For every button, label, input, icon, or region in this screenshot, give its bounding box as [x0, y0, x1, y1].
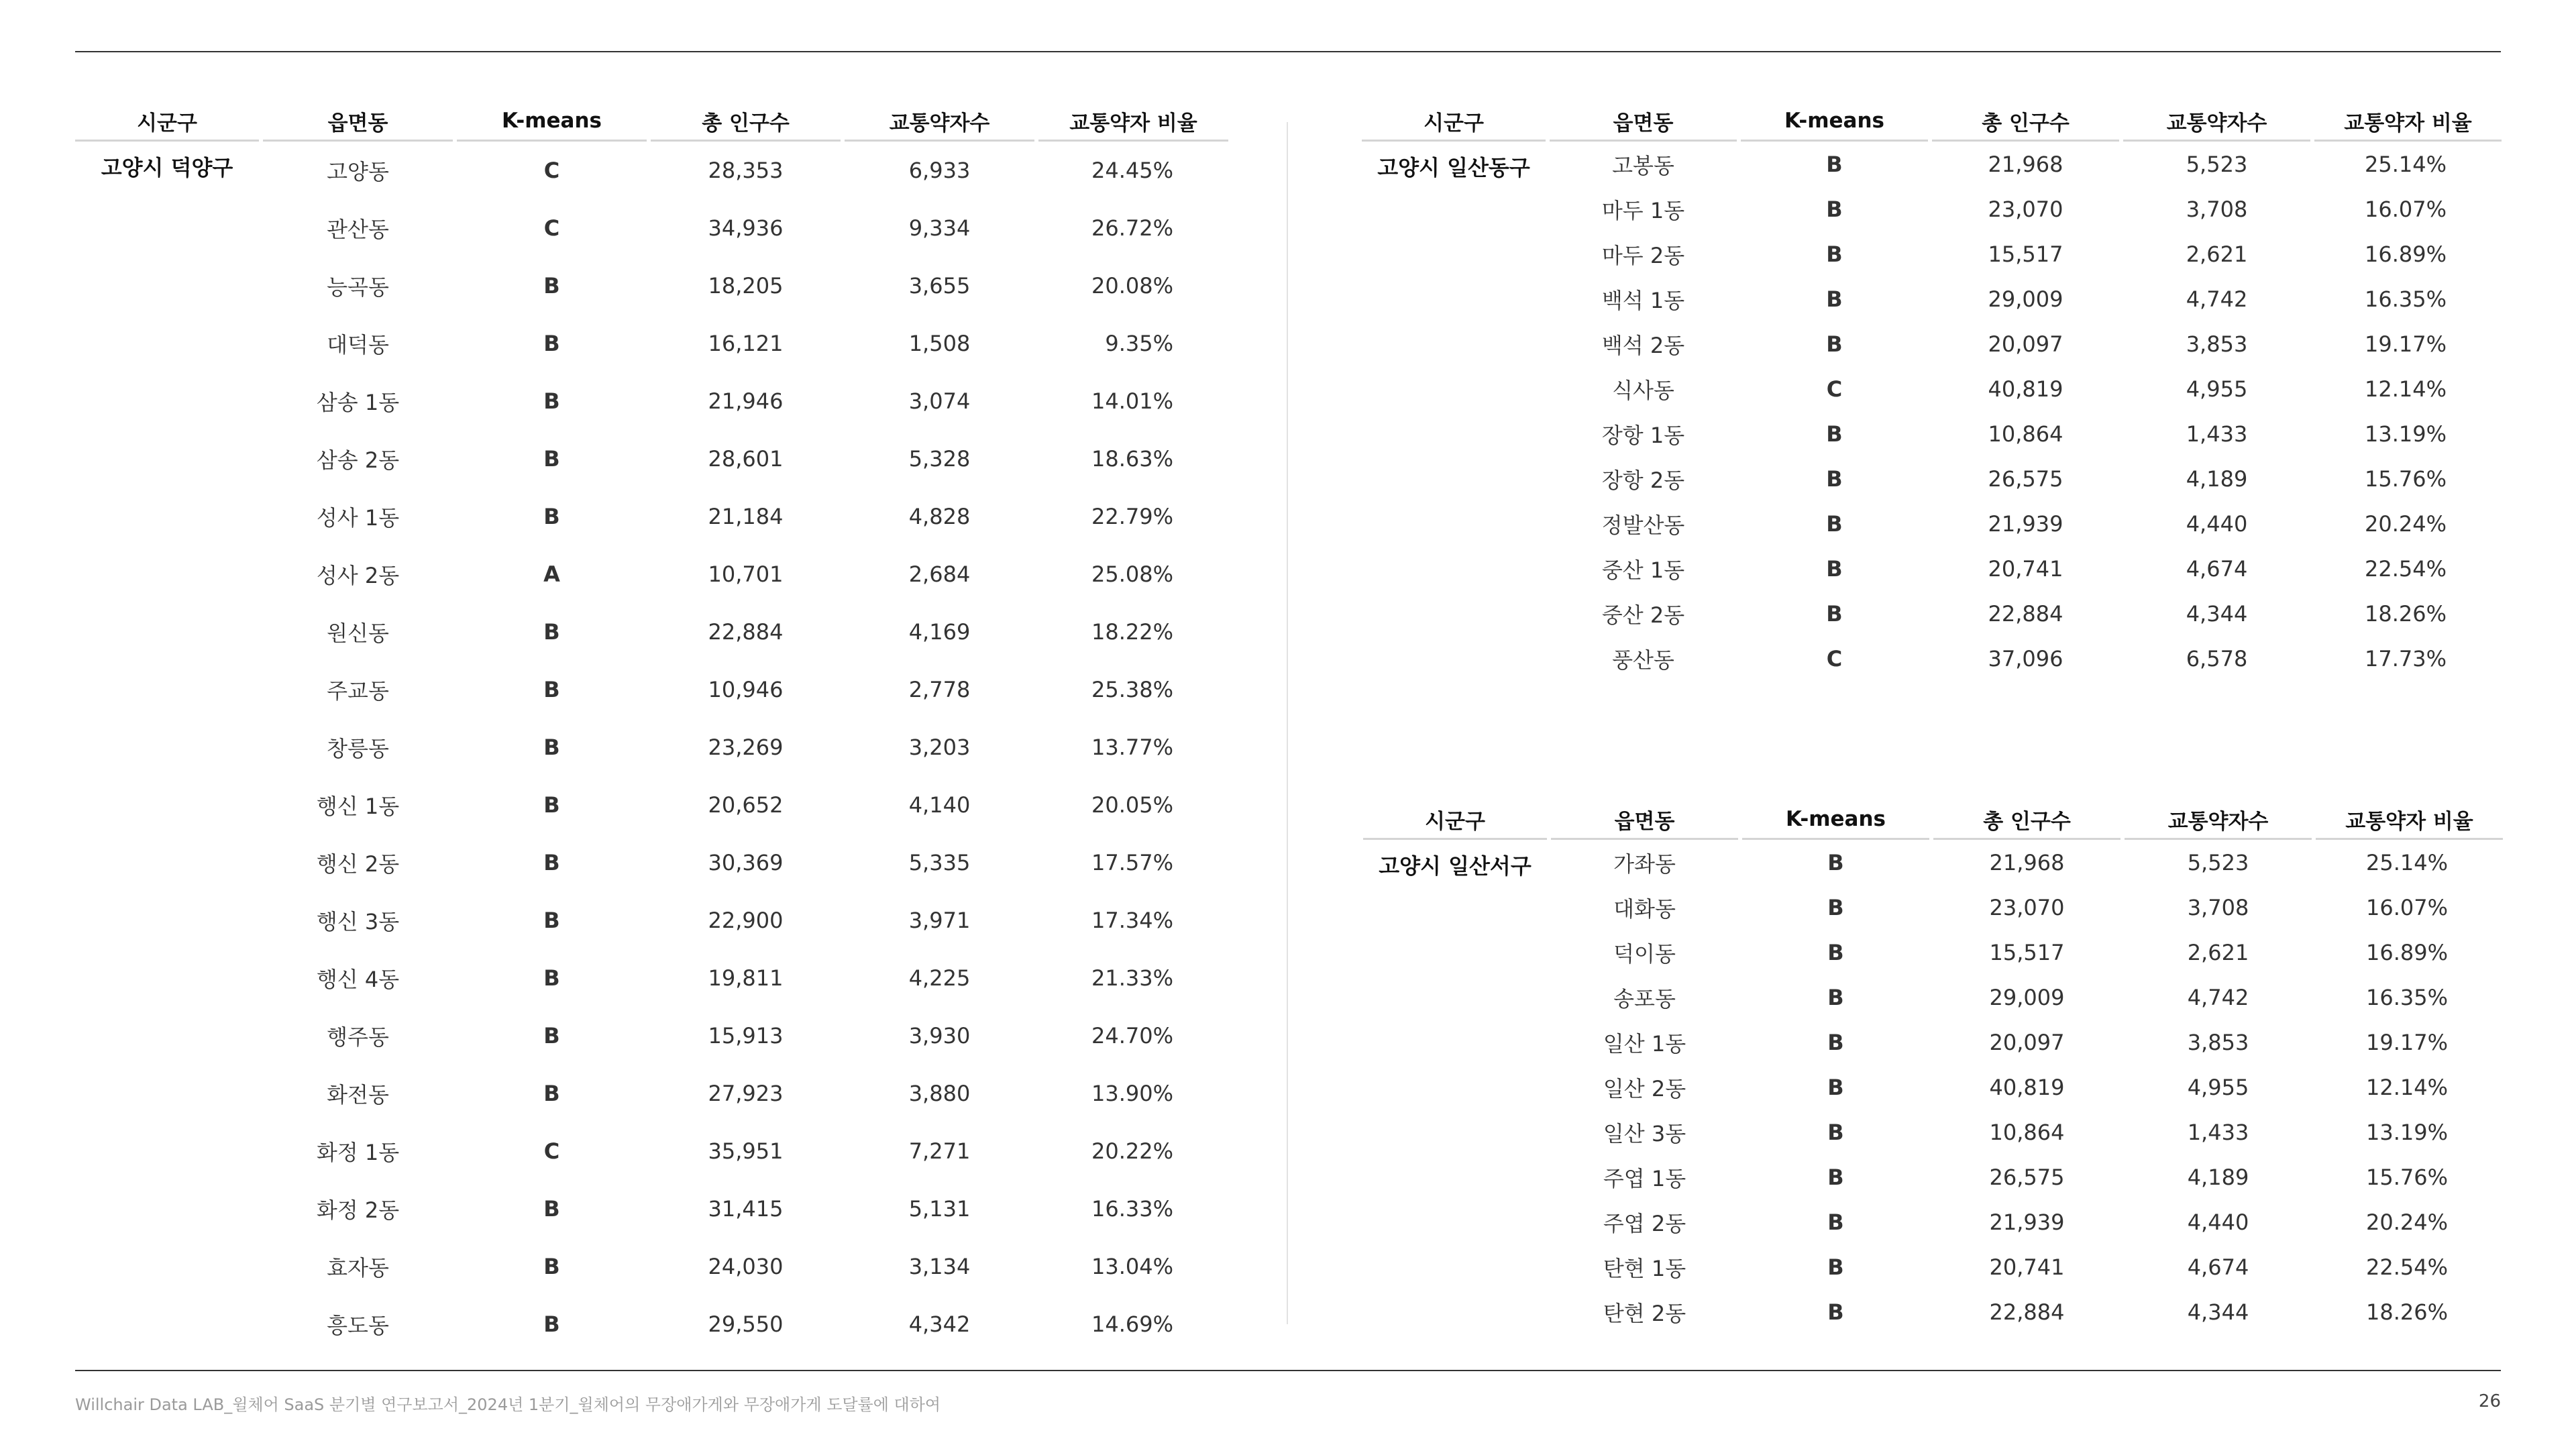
kmeans-cell: C — [543, 215, 560, 241]
kmeans-cell: B — [543, 504, 560, 529]
vulnerable-ratio-cell: 16.89% — [2364, 241, 2447, 267]
kmeans-cell: B — [1826, 600, 1843, 627]
population-cell: 21,968 — [1988, 151, 2063, 177]
population-cell: 23,070 — [1988, 196, 2063, 222]
eupmyeondong-cell: 고봉동 — [1612, 152, 1674, 178]
population-cell: 35,951 — [708, 1138, 784, 1164]
population-cell: 40,819 — [1988, 376, 2063, 402]
population-cell: 26,575 — [1988, 466, 2063, 492]
vulnerable-ratio-cell: 16.35% — [2365, 984, 2448, 1010]
eupmyeondong-cell: 풍산동 — [1612, 647, 1674, 673]
eupmyeondong-cell: 화정 1동 — [316, 1140, 400, 1165]
vulnerable-count-cell: 2,684 — [908, 561, 971, 587]
kmeans-cell: B — [1827, 939, 1844, 965]
eupmyeondong-cell: 효자동 — [327, 1255, 389, 1281]
kmeans-cell: B — [543, 619, 560, 645]
population-cell: 19,811 — [708, 965, 784, 991]
population-cell: 10,864 — [1989, 1119, 2065, 1145]
vulnerable-count-cell: 5,328 — [908, 446, 971, 472]
population-cell: 31,415 — [708, 1196, 784, 1222]
kmeans-cell: B — [1826, 555, 1843, 582]
eupmyeondong-cell: 대화동 — [1613, 896, 1676, 922]
population-cell: 21,968 — [1989, 849, 2065, 875]
vulnerable-count-cell: 4,169 — [908, 619, 971, 645]
kmeans-cell: B — [1826, 466, 1843, 492]
vulnerable-ratio-cell: 18.22% — [1091, 619, 1173, 645]
vulnerable-ratio-cell: 18.63% — [1091, 446, 1173, 472]
population-cell: 40,819 — [1989, 1074, 2065, 1100]
vulnerable-count-cell: 5,523 — [2187, 849, 2249, 875]
vulnerable-count-cell: 4,342 — [908, 1311, 971, 1337]
vulnerable-ratio-cell: 19.17% — [2364, 331, 2447, 357]
vulnerable-ratio-cell: 16.07% — [2365, 894, 2448, 920]
eupmyeondong-cell: 덕이동 — [1613, 941, 1676, 967]
kmeans-cell: B — [543, 1023, 560, 1049]
vulnerable-count-cell: 5,335 — [908, 850, 971, 875]
header-transport-vulnerable: 교통약자수 — [2125, 800, 2312, 840]
vulnerable-ratio-cell: 14.69% — [1091, 1311, 1173, 1337]
eupmyeondong-cell: 마두 1동 — [1601, 197, 1685, 223]
population-cell: 22,884 — [1988, 600, 2063, 627]
kmeans-cell: A — [543, 561, 560, 587]
vulnerable-count-cell: 4,344 — [2186, 600, 2248, 627]
vulnerable-count-cell: 7,271 — [908, 1138, 971, 1164]
eupmyeondong-cell: 백석 2동 — [1601, 332, 1685, 358]
kmeans-cell: B — [543, 677, 560, 702]
population-cell: 15,517 — [1988, 241, 2063, 267]
vulnerable-count-cell: 1,433 — [2187, 1119, 2249, 1145]
vulnerable-ratio-cell: 16.35% — [2364, 286, 2447, 312]
vulnerable-ratio-cell: 22.54% — [2364, 555, 2447, 582]
vulnerable-ratio-cell: 15.76% — [2365, 1164, 2448, 1190]
vulnerable-ratio-cell: 25.14% — [2365, 849, 2448, 875]
eupmyeondong-cell: 장항 2동 — [1601, 467, 1685, 493]
vulnerable-count-cell: 4,440 — [2186, 511, 2248, 537]
header-row — [1363, 800, 2503, 840]
eupmyeondong-cell: 중산 2동 — [1601, 602, 1685, 628]
population-cell: 22,900 — [708, 908, 784, 933]
vulnerable-ratio-cell: 22.54% — [2365, 1254, 2448, 1280]
vulnerable-ratio-cell: 13.77% — [1091, 735, 1173, 760]
header-vulnerable-ratio: 교통약자 비율 — [2316, 800, 2503, 840]
eupmyeondong-cell: 주엽 2동 — [1603, 1210, 1686, 1236]
table-deogyang — [71, 102, 1232, 1353]
vulnerable-ratio-cell: 9.35% — [1105, 331, 1173, 356]
vulnerable-ratio-cell: 16.89% — [2365, 939, 2448, 965]
vulnerable-count-cell: 9,334 — [908, 215, 971, 241]
kmeans-cell: B — [1826, 421, 1843, 447]
kmeans-cell: B — [1827, 894, 1844, 920]
vulnerable-count-cell: 5,523 — [2186, 151, 2248, 177]
vulnerable-count-cell: 3,853 — [2186, 331, 2248, 357]
header-kmeans: K-means — [457, 102, 647, 142]
eupmyeondong-cell: 화정 2동 — [316, 1197, 400, 1223]
vulnerable-count-cell: 4,955 — [2187, 1074, 2249, 1100]
kmeans-cell: B — [1826, 241, 1843, 267]
eupmyeondong-cell: 흥도동 — [327, 1313, 389, 1338]
population-cell: 23,070 — [1989, 894, 2065, 920]
eupmyeondong-cell: 식사동 — [1612, 377, 1674, 403]
kmeans-cell: B — [543, 1196, 560, 1222]
vulnerable-count-cell: 4,828 — [908, 504, 971, 529]
header-sigungu: 시군구 — [1362, 102, 1546, 142]
eupmyeondong-cell: 행신 2동 — [316, 851, 400, 877]
vulnerable-count-cell: 4,140 — [908, 792, 971, 818]
eupmyeondong-cell: 행신 4동 — [316, 967, 400, 992]
eupmyeondong-cell: 삼송 2동 — [316, 447, 400, 473]
vulnerable-count-cell: 3,880 — [908, 1081, 971, 1106]
vulnerable-count-cell: 2,778 — [908, 677, 971, 702]
kmeans-cell: B — [543, 1311, 560, 1337]
header-population: 총 인구수 — [1933, 800, 2121, 840]
kmeans-cell: B — [1826, 511, 1843, 537]
vulnerable-ratio-cell: 16.33% — [1091, 1196, 1173, 1222]
vulnerable-ratio-cell: 13.19% — [2365, 1119, 2448, 1145]
vulnerable-ratio-cell: 26.72% — [1091, 215, 1173, 241]
population-cell: 29,009 — [1988, 286, 2063, 312]
vulnerable-ratio-cell: 14.01% — [1091, 388, 1173, 414]
eupmyeondong-cell: 능곡동 — [327, 274, 389, 300]
kmeans-cell: B — [543, 446, 560, 472]
population-cell: 28,353 — [708, 158, 784, 183]
header-kmeans: K-means — [1742, 800, 1929, 840]
population-cell: 34,936 — [708, 215, 784, 241]
vulnerable-ratio-cell: 24.70% — [1091, 1023, 1173, 1049]
eupmyeondong-cell: 성사 2동 — [316, 563, 400, 588]
vulnerable-count-cell: 4,955 — [2186, 376, 2248, 402]
header-eupmyeondong: 읍면동 — [1551, 800, 1738, 840]
vulnerable-count-cell: 4,189 — [2186, 466, 2248, 492]
table-row — [75, 142, 1228, 199]
population-cell: 30,369 — [708, 850, 784, 875]
vulnerable-ratio-cell: 25.38% — [1091, 677, 1173, 702]
population-cell: 21,946 — [708, 388, 784, 414]
eupmyeondong-cell: 마두 2동 — [1601, 242, 1685, 268]
kmeans-cell: B — [1827, 1299, 1844, 1325]
population-cell: 16,121 — [708, 331, 784, 356]
kmeans-cell: B — [543, 1081, 560, 1106]
vulnerable-ratio-cell: 20.08% — [1091, 273, 1173, 299]
header-kmeans: K-means — [1741, 102, 1928, 142]
kmeans-cell: B — [543, 273, 560, 299]
header-population: 총 인구수 — [651, 102, 841, 142]
eupmyeondong-cell: 일산 2동 — [1603, 1075, 1686, 1102]
population-cell: 10,864 — [1988, 421, 2063, 447]
eupmyeondong-cell: 송포동 — [1613, 985, 1676, 1012]
population-cell: 21,939 — [1988, 511, 2063, 537]
vulnerable-count-cell: 3,930 — [908, 1023, 971, 1049]
kmeans-cell: B — [543, 792, 560, 818]
top-rule — [75, 51, 2501, 52]
eupmyeondong-cell: 일산 3동 — [1603, 1120, 1686, 1146]
population-cell: 24,030 — [708, 1254, 784, 1279]
kmeans-cell: B — [543, 735, 560, 760]
eupmyeondong-cell: 행주동 — [327, 1024, 389, 1050]
vulnerable-count-cell: 4,742 — [2187, 984, 2249, 1010]
vulnerable-count-cell: 3,134 — [908, 1254, 971, 1279]
population-cell: 21,939 — [1989, 1209, 2065, 1235]
eupmyeondong-cell: 탄현 2동 — [1603, 1300, 1686, 1326]
sigungu-cell: 고양시 덕양구 — [101, 155, 233, 180]
vulnerable-ratio-cell: 22.79% — [1091, 504, 1173, 529]
eupmyeondong-cell: 삼송 1동 — [316, 390, 400, 415]
vulnerable-count-cell: 3,971 — [908, 908, 971, 933]
vulnerable-count-cell: 2,621 — [2187, 939, 2249, 965]
population-cell: 10,701 — [708, 561, 784, 587]
vulnerable-count-cell: 3,655 — [908, 273, 971, 299]
vulnerable-ratio-cell: 20.22% — [1091, 1138, 1173, 1164]
eupmyeondong-cell: 주교동 — [327, 678, 389, 704]
eupmyeondong-cell: 정발산동 — [1601, 512, 1685, 538]
table-row — [1362, 142, 2502, 186]
table-ilsan-seo — [1359, 800, 2507, 1334]
kmeans-cell: B — [543, 388, 560, 414]
population-cell: 15,517 — [1989, 939, 2065, 965]
population-cell: 28,601 — [708, 446, 784, 472]
vulnerable-ratio-cell: 12.14% — [2364, 376, 2447, 402]
population-cell: 23,269 — [708, 735, 784, 760]
population-cell: 37,096 — [1988, 645, 2063, 672]
vulnerable-count-cell: 5,131 — [908, 1196, 971, 1222]
vulnerable-ratio-cell: 21.33% — [1091, 965, 1173, 991]
vulnerable-count-cell: 3,708 — [2187, 894, 2249, 920]
kmeans-cell: B — [1827, 984, 1844, 1010]
kmeans-cell: B — [543, 331, 560, 356]
population-cell: 26,575 — [1989, 1164, 2065, 1190]
header-eupmyeondong: 읍면동 — [263, 102, 453, 142]
vulnerable-ratio-cell: 13.04% — [1091, 1254, 1173, 1279]
eupmyeondong-cell: 화전동 — [327, 1082, 389, 1108]
eupmyeondong-cell: 창릉동 — [327, 736, 389, 761]
population-cell: 22,884 — [708, 619, 784, 645]
population-cell: 10,946 — [708, 677, 784, 702]
vulnerable-ratio-cell: 18.26% — [2364, 600, 2447, 627]
kmeans-cell: B — [1826, 151, 1843, 177]
population-cell: 15,913 — [708, 1023, 784, 1049]
eupmyeondong-cell: 행신 1동 — [316, 794, 400, 819]
population-cell: 20,652 — [708, 792, 784, 818]
vulnerable-count-cell: 4,344 — [2187, 1299, 2249, 1325]
vulnerable-count-cell: 1,433 — [2186, 421, 2248, 447]
vulnerable-count-cell: 4,225 — [908, 965, 971, 991]
vulnerable-ratio-cell: 17.34% — [1091, 908, 1173, 933]
bottom-rule — [75, 1370, 2501, 1371]
vulnerable-count-cell: 3,074 — [908, 388, 971, 414]
eupmyeondong-cell: 관산동 — [327, 217, 389, 242]
header-transport-vulnerable: 교통약자수 — [2123, 102, 2310, 142]
eupmyeondong-cell: 성사 1동 — [316, 505, 400, 531]
population-cell: 20,097 — [1988, 331, 2063, 357]
kmeans-cell: B — [543, 908, 560, 933]
eupmyeondong-cell: 고양동 — [327, 159, 389, 184]
header-row — [1362, 102, 2502, 142]
sigungu-cell: 고양시 일산동구 — [1377, 155, 1530, 180]
eupmyeondong-cell: 탄현 1동 — [1603, 1255, 1686, 1281]
population-cell: 20,741 — [1988, 555, 2063, 582]
vulnerable-ratio-cell: 18.26% — [2365, 1299, 2448, 1325]
vulnerable-ratio-cell: 19.17% — [2365, 1029, 2448, 1055]
header-vulnerable-ratio: 교통약자 비율 — [2314, 102, 2502, 142]
header-row — [75, 102, 1228, 142]
vulnerable-count-cell: 1,508 — [908, 331, 971, 356]
kmeans-cell: B — [1827, 1074, 1844, 1100]
kmeans-cell: B — [1827, 1254, 1844, 1280]
population-cell: 22,884 — [1989, 1299, 2065, 1325]
population-cell: 29,009 — [1989, 984, 2065, 1010]
vulnerable-count-cell: 2,621 — [2186, 241, 2248, 267]
kmeans-cell: B — [1827, 1119, 1844, 1145]
vulnerable-count-cell: 4,674 — [2186, 555, 2248, 582]
eupmyeondong-cell: 대덕동 — [327, 332, 389, 358]
kmeans-cell: B — [543, 1254, 560, 1279]
vulnerable-count-cell: 3,203 — [908, 735, 971, 760]
vulnerable-ratio-cell: 20.24% — [2365, 1209, 2448, 1235]
vulnerable-count-cell: 4,742 — [2186, 286, 2248, 312]
kmeans-cell: C — [1826, 645, 1843, 672]
population-cell: 29,550 — [708, 1311, 784, 1337]
population-cell: 21,184 — [708, 504, 784, 529]
kmeans-cell: B — [1827, 1209, 1844, 1235]
vulnerable-ratio-cell: 20.24% — [2364, 511, 2447, 537]
header-vulnerable-ratio: 교통약자 비율 — [1038, 102, 1228, 142]
vulnerable-ratio-cell: 25.14% — [2364, 151, 2447, 177]
eupmyeondong-cell: 백석 1동 — [1601, 287, 1685, 313]
header-sigungu: 시군구 — [75, 102, 259, 142]
kmeans-cell: B — [543, 850, 560, 875]
eupmyeondong-cell: 장항 1동 — [1601, 422, 1685, 448]
vulnerable-count-cell: 4,440 — [2187, 1209, 2249, 1235]
vulnerable-count-cell: 4,674 — [2187, 1254, 2249, 1280]
footer-text: Willchair Data LAB_윌체어 SaaS 분기별 연구보고서_2024년 1분기_윌체어의 무장애가게와 무장애가게 도달률에 대하여 — [75, 1395, 941, 1414]
population-cell: 20,741 — [1989, 1254, 2065, 1280]
vulnerable-ratio-cell: 13.90% — [1091, 1081, 1173, 1106]
sigungu-cell: 고양시 일산서구 — [1379, 853, 1532, 879]
page-number: 26 — [2478, 1391, 2501, 1411]
vulnerable-count-cell: 6,933 — [908, 158, 971, 183]
vulnerable-count-cell: 3,708 — [2186, 196, 2248, 222]
kmeans-cell: C — [1826, 376, 1843, 402]
table-ilsan-dong — [1358, 102, 2506, 681]
eupmyeondong-cell: 행신 3동 — [316, 909, 400, 934]
kmeans-cell: B — [1826, 331, 1843, 357]
vulnerable-ratio-cell: 20.05% — [1091, 792, 1173, 818]
vulnerable-count-cell: 4,189 — [2187, 1164, 2249, 1190]
eupmyeondong-cell: 주엽 1동 — [1603, 1165, 1686, 1191]
header-eupmyeondong: 읍면동 — [1550, 102, 1737, 142]
population-cell: 20,097 — [1989, 1029, 2065, 1055]
vulnerable-ratio-cell: 13.19% — [2364, 421, 2447, 447]
header-transport-vulnerable: 교통약자수 — [845, 102, 1034, 142]
column-divider — [1287, 122, 1288, 1324]
kmeans-cell: C — [543, 158, 560, 183]
eupmyeondong-cell: 중산 1동 — [1601, 557, 1685, 583]
vulnerable-ratio-cell: 17.57% — [1091, 850, 1173, 875]
table-row — [1363, 840, 2503, 885]
kmeans-cell: B — [1826, 196, 1843, 222]
kmeans-cell: B — [1827, 1029, 1844, 1055]
kmeans-cell: B — [1826, 286, 1843, 312]
vulnerable-ratio-cell: 15.76% — [2364, 466, 2447, 492]
eupmyeondong-cell: 가좌동 — [1613, 851, 1676, 877]
header-sigungu: 시군구 — [1363, 800, 1547, 840]
vulnerable-count-cell: 3,853 — [2187, 1029, 2249, 1055]
vulnerable-ratio-cell: 24.45% — [1091, 158, 1173, 183]
vulnerable-count-cell: 6,578 — [2186, 645, 2248, 672]
population-cell: 18,205 — [708, 273, 784, 299]
eupmyeondong-cell: 일산 1동 — [1603, 1030, 1686, 1057]
kmeans-cell: B — [1827, 849, 1844, 875]
population-cell: 27,923 — [708, 1081, 784, 1106]
eupmyeondong-cell: 원신동 — [327, 621, 389, 646]
vulnerable-ratio-cell: 12.14% — [2365, 1074, 2448, 1100]
kmeans-cell: B — [1827, 1164, 1844, 1190]
header-population: 총 인구수 — [1932, 102, 2119, 142]
kmeans-cell: C — [543, 1138, 560, 1164]
vulnerable-ratio-cell: 16.07% — [2364, 196, 2447, 222]
vulnerable-ratio-cell: 17.73% — [2364, 645, 2447, 672]
vulnerable-ratio-cell: 25.08% — [1091, 561, 1173, 587]
kmeans-cell: B — [543, 965, 560, 991]
